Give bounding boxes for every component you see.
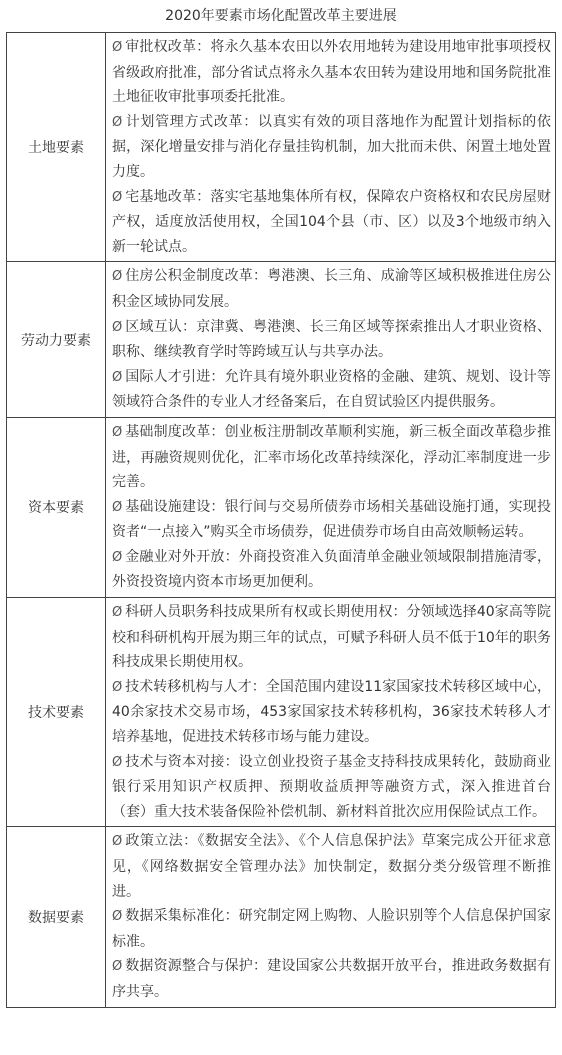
- bullet-icon: Ø: [112, 499, 123, 515]
- list-item: [112, 35, 551, 110]
- list-item: [112, 829, 551, 904]
- bullet-icon: Ø: [112, 369, 123, 385]
- list-item: [112, 904, 551, 954]
- item-text: 宅基地改革：落实宅基地集体所有权，保障农户资格权和农民房屋财产权，适度放活使用权，全国104个县（市、区）以及3个地级市纳入新一轮试点。: [112, 188, 551, 255]
- bullet-icon: Ø: [112, 114, 123, 130]
- list-item: [112, 600, 551, 675]
- bullet-icon: Ø: [112, 319, 123, 335]
- list-item: [112, 264, 551, 314]
- table-row-labor: [7, 262, 556, 418]
- item-text: 计划管理方式改革：以真实有效的项目落地作为配置计划指标的依据，深化增量安排与消化存量挂钩机制，加大批而未供、闲置土地处置力度。: [112, 113, 551, 180]
- bullet-icon: Ø: [112, 834, 123, 850]
- list-item: [112, 110, 551, 185]
- item-text: 基础制度改革：创业板注册制改革顺利实施，新三板全面改革稳步推进，再融资规则优化，汇率市场化改革持续深化，浮动汇率制度进一步完善。: [112, 423, 551, 491]
- category-label: 劳动力要素: [7, 262, 106, 418]
- table-row-capital: [7, 417, 556, 597]
- bullet-icon: Ø: [112, 754, 123, 770]
- item-text: 金融业对外开放：外商投资准入负面清单金融业领域限制措施清零，外资投资境内资本市场更加便利。: [112, 548, 551, 591]
- list-item: [112, 675, 551, 750]
- list-item: [112, 495, 551, 545]
- table-title: 2020年要素市场化配置改革主要进展: [165, 8, 397, 24]
- list-item: [112, 545, 551, 595]
- item-text: 技术转移机构与人才：全国范围内建设11家国家技术转移区域中心，40余家技术交易市场，453家国家技术转移机构，36家技术转移人才培养基地，促进技术转移市场与能力建设。: [112, 678, 551, 746]
- item-text: 国际人才引进：允许具有境外职业资格的金融、建筑、规划、设计等领域符合条件的专业人才经备案后，在自贸试验区内提供服务。: [112, 368, 551, 411]
- category-details: [106, 262, 556, 418]
- category-label: 土地要素: [7, 33, 106, 262]
- bullet-icon: Ø: [112, 959, 123, 975]
- bullet-icon: Ø: [112, 424, 123, 440]
- bullet-icon: Ø: [112, 909, 123, 925]
- bullet-icon: Ø: [112, 189, 123, 205]
- category-details: [106, 417, 556, 597]
- list-item: [112, 954, 551, 1004]
- item-text: 住房公积金制度改革：粤港澳、长三角、成渝等区域积极推进住房公积金区域协同发展。: [112, 268, 551, 310]
- bullet-icon: Ø: [112, 605, 123, 621]
- reform-progress-table: [6, 32, 556, 1008]
- category-details: [106, 598, 556, 827]
- category-details: [106, 827, 556, 1007]
- list-item: [112, 315, 551, 365]
- category-label: 数据要素: [7, 827, 106, 1007]
- bullet-icon: Ø: [112, 679, 123, 695]
- item-text: 政策立法：《数据安全法》、《个人信息保护法》草案完成公开征求意见，《网络数据安全管理办法》加快制定，数据分类分级管理不断推进。: [112, 833, 551, 900]
- item-text: 科研人员职务科技成果所有权或长期使用权：分领域选择40家高等院校和科研机构开展为期三年的试点，可赋予科研人员不低于10年的职务科技成果长期使用权。: [112, 604, 551, 671]
- category-label: 资本要素: [7, 417, 106, 597]
- bullet-icon: Ø: [112, 40, 123, 55]
- category-details: [106, 33, 556, 262]
- table-row-data: [7, 827, 556, 1007]
- list-item: [112, 420, 551, 495]
- item-text: 数据采集标准化：研究制定网上购物、人脸识别等个人信息保护国家标准。: [112, 908, 551, 950]
- table-row-land: [7, 33, 556, 262]
- list-item: [112, 750, 551, 825]
- item-text: 审批权改革：将永久基本农田以外农用地转为建设用地审批事项授权省级政府批准，部分省试点将永久基本农田转为建设用地和国务院批准土地征收审批事项委托批准。: [112, 39, 551, 106]
- list-item: [112, 185, 551, 260]
- item-text: 区域互认：京津冀、粤港澳、长三角区域等探索推出人才职业资格、职称、继续教育学时等跨域互认与共享办法。: [112, 318, 551, 361]
- item-text: 技术与资本对接：设立创业投资子基金支持科技成果转化，鼓励商业银行采用知识产权质押、预期收益质押等融资方式，深入推进首台（套）重大技术装备保险补偿机制、新材料首批次应用保险试点工作。: [112, 753, 551, 820]
- category-label: 技术要素: [7, 598, 106, 827]
- bullet-icon: Ø: [112, 269, 123, 285]
- table-row-technology: [7, 598, 556, 827]
- item-text: 数据资源整合与保护：建设国家公共数据开放平台，推进政务数据有序共享。: [112, 958, 551, 1000]
- item-text: 基础设施建设：银行间与交易所债券市场相关基础设施打通，实现投资者“一点接入”购买全市场债券，促进债券市场自由高效顺畅运转。: [112, 498, 551, 541]
- list-item: [112, 365, 551, 415]
- bullet-icon: Ø: [112, 549, 123, 565]
